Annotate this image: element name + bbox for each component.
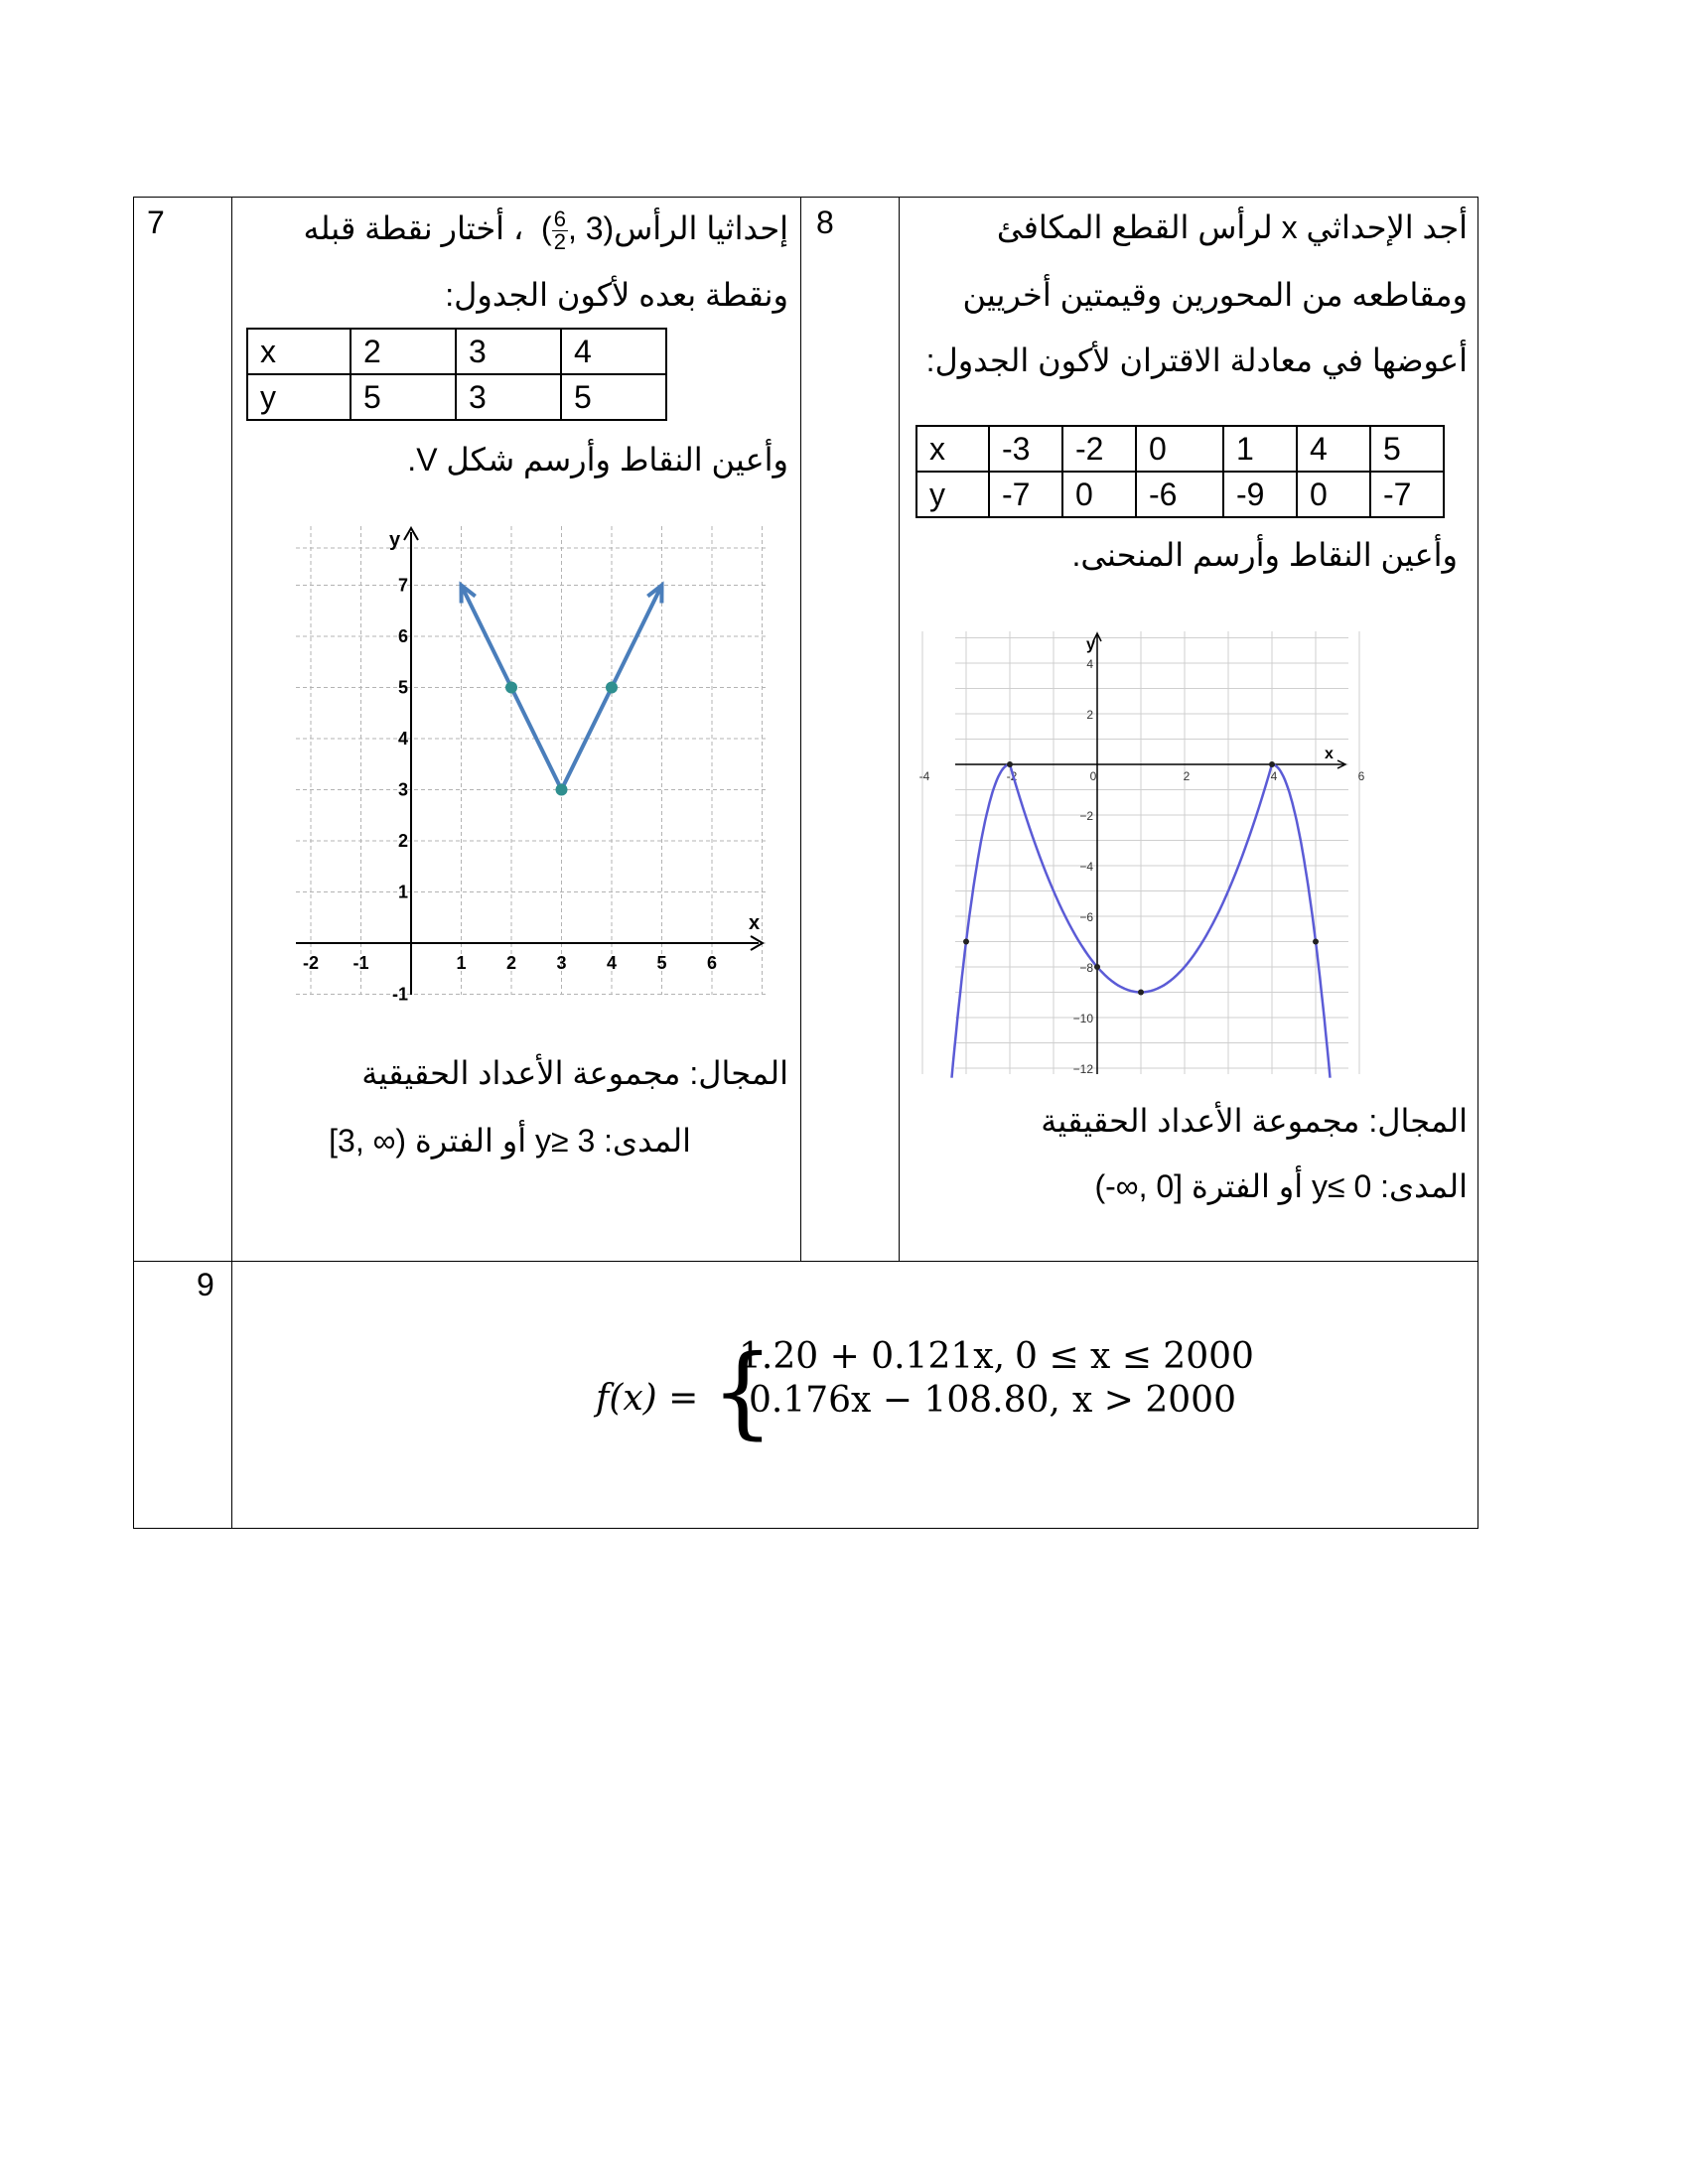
q7-values-table [246, 328, 667, 421]
table-header-y: y [247, 374, 351, 420]
table-cell: -7 [989, 472, 1062, 517]
y-tick-label: 4 [397, 729, 408, 749]
q7-vertex [541, 208, 614, 253]
x-axis-label: x [749, 912, 761, 934]
x-tick-label: 6 [706, 953, 718, 973]
data-point [1313, 939, 1319, 945]
y-tick-label: 7 [397, 575, 408, 596]
y-tick-label: −4 [1079, 860, 1093, 874]
table-header-x: x [247, 329, 351, 374]
y-tick-label: 3 [397, 779, 408, 800]
table-cell: -3 [989, 426, 1062, 472]
q8-line4: وأعين النقاط وأرسم المنحنى. [1071, 537, 1458, 573]
q8-line2: ومقاطعه من المحورين وقيمتين أخريين [962, 277, 1468, 313]
q7-line1 [304, 208, 788, 253]
table-cell: 4 [1297, 426, 1370, 472]
y-tick-label: 4 [1086, 657, 1093, 671]
table-row [247, 374, 666, 420]
formula-lhs [596, 1378, 698, 1419]
y-axis-label: y [389, 529, 401, 551]
table-row [247, 329, 666, 374]
table-cell: 5 [1370, 426, 1444, 472]
y-tick-label: −8 [1079, 961, 1093, 975]
q7-frac-den: 2 [553, 229, 566, 254]
x-tick-label: 0 [1089, 769, 1097, 783]
data-point [1269, 761, 1275, 767]
x-tick-label: 2 [1183, 769, 1191, 783]
table-cell: 3 [456, 374, 561, 420]
x-tick-label: 5 [656, 953, 667, 973]
data-point [1007, 761, 1013, 767]
x-tick-label: 6 [1357, 769, 1365, 783]
data-point [606, 682, 618, 694]
table-row [916, 426, 1444, 472]
formula-case2-cond: x > 2000 [1072, 1380, 1236, 1421]
q7-range: المدى: 3 ≤y أو الفترة (∞ ,3] [329, 1123, 691, 1159]
q8-line3: أعوضها في معادلة الاقتران لأكون الجدول: [925, 342, 1468, 378]
y-tick-label: −12 [1072, 1062, 1093, 1076]
question-number-9: 9 [197, 1267, 214, 1302]
table-cell: 1 [1223, 426, 1297, 472]
parabola-graph [918, 631, 1365, 1076]
q8-line1: أجد الإحداثي x لرأس القطع المكافئ [996, 209, 1468, 245]
x-tick-label: 1 [456, 953, 467, 973]
x-tick-label: -2 [1006, 769, 1018, 783]
y-tick-label: −2 [1079, 809, 1093, 823]
q7-frac-num: 6 [553, 206, 566, 231]
y-tick-label: -1 [391, 984, 408, 1005]
q7-vertex-rest: , 3) [567, 209, 615, 246]
table-cell: 3 [456, 329, 561, 374]
data-point [556, 784, 568, 796]
y-tick-label: −10 [1072, 1012, 1093, 1025]
formula-case1-cond: 0 ≤ x ≤ 2000 [1015, 1336, 1254, 1377]
x-tick-label: -4 [918, 769, 930, 783]
data-point [1138, 990, 1144, 996]
q7-line1-text: إحداثيا الرأس [614, 209, 788, 246]
x-tick-label: -2 [302, 953, 320, 973]
table-cell: 0 [1062, 472, 1136, 517]
x-axis-label: x [1325, 746, 1334, 762]
q7-line2: ونقطة بعده لأكون الجدول: [445, 277, 788, 313]
y-tick-label: 6 [397, 626, 408, 646]
table-cell: -6 [1136, 472, 1223, 517]
formula-case2-expr: 0.176x − 108.80, [749, 1380, 1060, 1421]
table-cell: -2 [1062, 426, 1136, 472]
x-tick-label: 4 [1270, 769, 1278, 783]
x-tick-label: -1 [352, 953, 369, 973]
table-cell: -9 [1223, 472, 1297, 517]
table-row [916, 472, 1444, 517]
table-cell: 2 [351, 329, 456, 374]
table-cell: -7 [1370, 472, 1444, 517]
question-number-7: 7 [147, 205, 165, 240]
table-cell: 5 [351, 374, 456, 420]
data-point [505, 682, 517, 694]
q7-vertex-open: ( [541, 209, 552, 246]
formula-brace: { [711, 1333, 774, 1449]
q8-range: المدى: 0 ≥y أو الفترة [0 ,∞-) [1094, 1168, 1468, 1204]
q8-domain: المجال: مجموعة الأعداد الحقيقية [1041, 1103, 1468, 1139]
table-cell: 0 [1136, 426, 1223, 472]
data-point [1094, 964, 1100, 970]
x-tick-label: 2 [505, 953, 517, 973]
q7-vertex-fraction [552, 208, 568, 253]
table-cell: 5 [561, 374, 666, 420]
v-shape-graph [294, 522, 769, 1005]
q7-line3: وأعين النقاط وأرسم شكل V. [407, 442, 788, 478]
table-header-y: y [916, 472, 989, 517]
y-tick-label: 5 [397, 677, 408, 698]
y-tick-label: −6 [1079, 910, 1093, 924]
y-axis-label: y [1086, 636, 1095, 653]
table-cell: 4 [561, 329, 666, 374]
q8-values-table [915, 425, 1445, 518]
x-tick-label: 4 [606, 953, 618, 973]
question-number-8: 8 [816, 205, 834, 240]
q7-line1-tail: ، أختار نقطة قبله [303, 209, 524, 246]
table-header-x: x [916, 426, 989, 472]
q7-domain: المجال: مجموعة الأعداد الحقيقية [361, 1055, 788, 1091]
x-tick-label: 3 [556, 953, 567, 973]
formula-case1-expr: 1.20 + 0.121x, [739, 1336, 1006, 1377]
table-cell: 0 [1297, 472, 1370, 517]
y-tick-label: 2 [1086, 708, 1093, 722]
y-tick-label: 1 [397, 882, 408, 902]
formula-lhs-text: f(x) = [596, 1378, 699, 1419]
data-point [963, 939, 969, 945]
y-tick-label: 2 [397, 831, 408, 851]
